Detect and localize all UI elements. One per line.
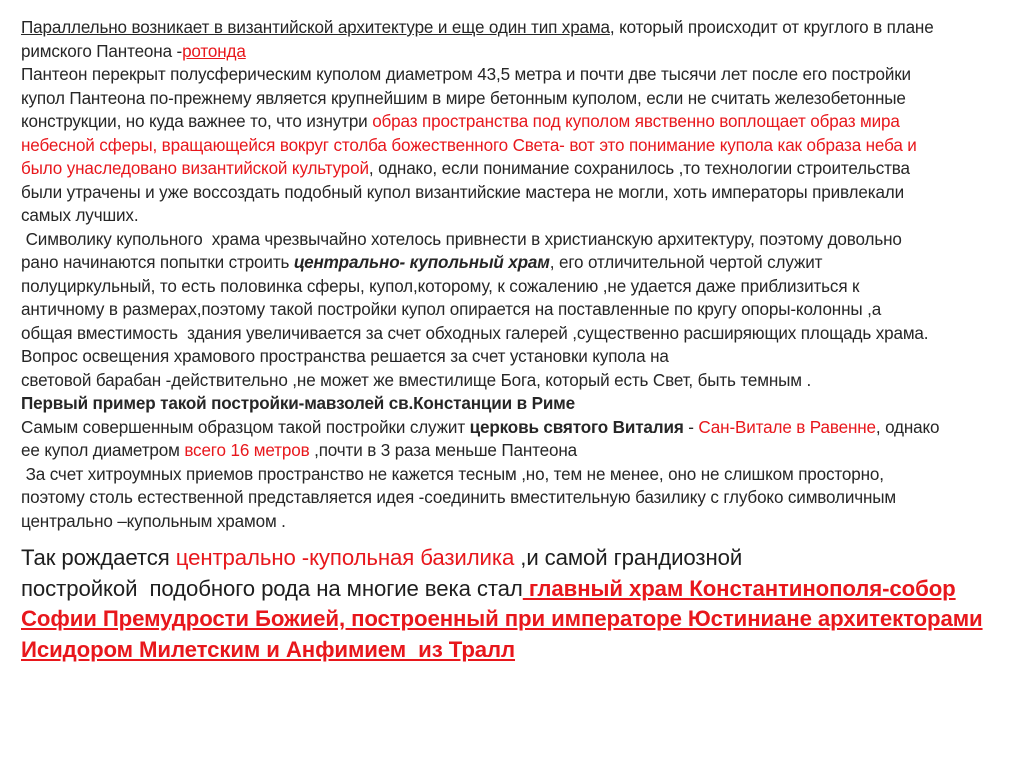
- paragraph-symbolism-line-6: Вопрос освещения храмового пространства решается за счет установки купола на: [21, 347, 669, 366]
- paragraph-pantheon-line-5: было унаследовано византийской культурой, однако, если понимание сохранилось ,то технологии строительства: [21, 159, 910, 178]
- highlight-16-meters: всего 16 метров: [184, 441, 310, 460]
- paragraph-symbolism-line-3: полуциркульный, то есть половинка сферы, купол,которому, к сожалению ,не удается даже приблизиться к: [21, 276, 860, 296]
- heading-first-example: Первый пример такой постройки-мавзолей св.Констанции в Риме: [21, 394, 576, 413]
- paragraph-symbolism-line-5: общая вместимость здания увеличивается за счет обходных галерей ,существенно расширяющих площадь храма.: [21, 323, 929, 343]
- conclusion-line-4: Исидором Милетским и Анфимием из Тралл: [21, 636, 516, 662]
- conclusion-block: [21, 543, 1006, 665]
- highlight-hagia-sophia: главный храм Константинополя-собор: [522, 575, 956, 601]
- term-central-domed-basilica: центрально -купольная базилика: [175, 545, 515, 570]
- highlight-byzantine-culture: было унаследовано византийской культурой: [21, 159, 369, 178]
- paragraph-pantheon-line-1: Пантеон перекрыт полусферическим куполом диаметром 43,5 метра и почти две тысячи лет после его постройки: [21, 65, 911, 84]
- conclusion-line-2: постройкой подобного рода на многие века стал главный храм Константинополя-собор: [21, 575, 956, 601]
- paragraph-symbolism-line-4: античному в размерах,поэтому такой постройки купол опирается на поставленные по кругу опоры-колонны ,а: [21, 300, 882, 319]
- paragraph-rotunda-line-1: Параллельно возникает в византийской архитектуре и еще один тип храма, который происходит от круглого в плане: [21, 18, 934, 37]
- underlined-intro: Параллельно возникает в византийской архитектуре и еще один тип храма: [21, 18, 610, 37]
- paragraph-space-line-3: центрально –купольным храмом .: [21, 511, 286, 531]
- conclusion-line-1: Так рождается центрально -купольная базилика ,и самой грандиозной: [21, 545, 743, 570]
- slide-body-text: [21, 16, 1006, 533]
- slide: [21, 0, 1006, 767]
- paragraph-pantheon-line-6: были утрачены и уже воссоздать подобный купол византийские мастера не могли, хоть императоры привлекали: [21, 182, 905, 202]
- conclusion-line-3: Софии Премудрости Божией, построенный при императоре Юстиниане архитекторами: [21, 606, 983, 631]
- paragraph-rotunda-line-2: римского Пантеона -ротонда: [21, 41, 246, 61]
- paragraph-vitale-line-2: ее купол диаметром всего 16 метров ,почти в 3 раза меньше Пантеона: [21, 441, 578, 460]
- term-central-domed-church: центрально- купольный храм: [293, 253, 550, 272]
- paragraph-symbolism-line-1: Символику купольного храма чрезвычайно хотелось привнести в христианскую архитектуру, поэтому довольно: [21, 229, 902, 249]
- paragraph-pantheon-line-4: небесной сферы, вращающейся вокруг столба божественного Света- вот это понимание купола как образа неба и: [21, 135, 917, 155]
- paragraph-symbolism-line-7: световой барабан -действительно ,не может же вместилище Бога, который есть Свет, быть темным .: [21, 370, 812, 390]
- paragraph-symbolism-line-2: рано начинаются попытки строить центрально- купольный храм, его отличительной чертой служит: [21, 253, 823, 272]
- paragraph-pantheon-line-2: купол Пантеона по-прежнему является крупнейшим в мире бетонным куполом, если не считать железобетонные: [21, 88, 906, 108]
- rotunda-term: ротонда: [182, 41, 246, 61]
- highlight-space-image: образ пространства под куполом явственно воплощает образ мира: [372, 112, 900, 131]
- term-church-st-vitale: церковь святого Виталия: [469, 417, 684, 437]
- term-san-vitale-ravenna: Сан-Витале в Равенне: [698, 417, 876, 437]
- paragraph-pantheon-line-7: самых лучших.: [21, 206, 139, 225]
- paragraph-space-line-2: поэтому столь естественной представляется идея -соединить вместительную базилику с глубоко символичным: [21, 488, 897, 507]
- paragraph-vitale-line-1: Самым совершенным образцом такой постройки служит церковь святого Виталия - Сан-Витале в Равенне, однако: [21, 417, 940, 437]
- paragraph-pantheon-line-3: конструкции, но куда важнее то, что изнутри образ пространства под куполом явственно воплощает образ мира: [21, 112, 900, 131]
- paragraph-space-line-1: За счет хитроумных приемов пространство не кажется тесным ,но, тем не менее, оно не слишком просторно,: [21, 464, 884, 484]
